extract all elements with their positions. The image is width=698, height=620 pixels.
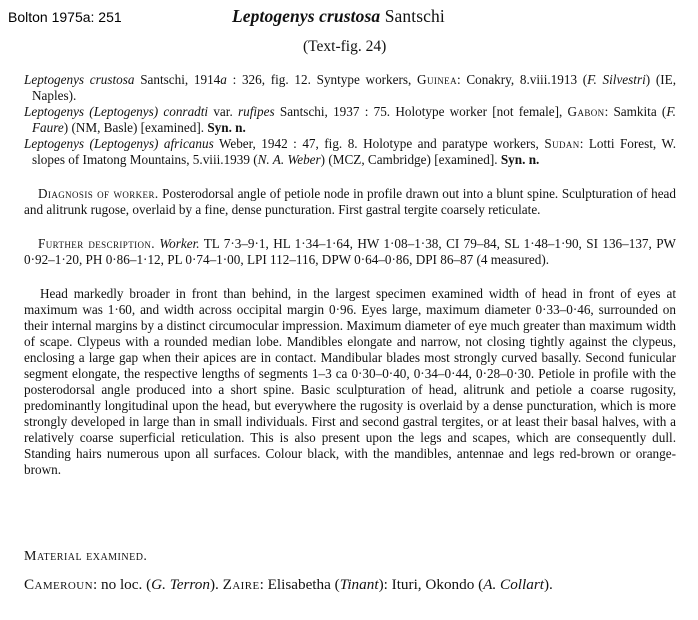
species-title xyxy=(232,6,445,27)
text-fig-reference: (Text-fig. 24) xyxy=(303,38,387,55)
description-text: Head markedly broader in front than behind, in the largest specimen examined width of head in front of eyes at maximum was 1·60, and width across occipital margin 0·96. Eyes large, maximum diameter 0·33–0·46, surrounded on their internal margins by a distinct circumocular impression. Maximum diameter of eye much greater than maximum width of scape. Clypeus with a rounded median lobe. Mandibles elongate and narrow, not closing tightly against the clypeus, enclosing a large gap when their apices are in contact. Mandibular blades most strongly curved basally. Second funicular segment elongate, the respective lengths of segments 1–3 ca 0·30–0·40, 0·34–0·44, 0·28–0·30. Petiole in profile with the posterodorsal angle produced into a short spine. Basic sculpturation of head, alitrunk and petiole a coarse rugosity, predominantly longitudinal upon the head, but everywhere the rugosity is overlaid by a dense puncturation, which is more strongly developed in large than in small individuals. First and second gastral tergites, or at least their basal halves, with a relatively coarse superficial reticulation. This is also present upon the legs and scapes, which are consequently dull. Standing hairs numerous upon all surfaces. Colour black, with the mandibles, antennae and legs red-brown or orange-brown. xyxy=(24,286,676,477)
diagnosis-text: Posterodorsal angle of petiole node in profile drawn out into a blunt spine. Sculpturation of head and alitrunk rugose, overlaid by a fine, dense puncturation. First gastral tergite coarsely reticulate. xyxy=(24,186,676,217)
material-examined-text: Cameroun: no loc. (G. Terron). Zaire: Elisabetha (Tinant): Ituri, Okondo (A. Collart). xyxy=(24,576,553,593)
synonymy-list xyxy=(24,72,676,168)
caste-label: Worker. xyxy=(159,236,200,251)
species-author: Santschi xyxy=(384,6,445,26)
syn-n-label: Syn. n. xyxy=(207,120,246,135)
collector-name: A. Collart xyxy=(483,576,544,593)
diagnosis-heading: Diagnosis of worker. xyxy=(38,186,159,201)
further-description-section xyxy=(24,236,676,268)
measurements-text: TL 7·3–9·1, HL 1·34–1·64, HW 1·08–1·38, CI 79–84, SL 1·48–1·90, SI 136–137, PW 0·92–1·20, PH 0·86–1·12, PL 0·74–1·00, LPI 112–116, DPW 0·64–0·86, DPI 86–87 (4 measured). xyxy=(24,236,676,267)
syn-n-label: Syn. n. xyxy=(500,152,540,167)
synonymy-entry-2: Leptogenys (Leptogenys) conradti var. rufipes Santschi, 1937 : 75. Holotype worker [not female], Gabon: Samkita (F. Faure) (NM, Basle) [examined]. Syn. n. xyxy=(24,104,676,135)
collector-name: Tinant xyxy=(339,576,379,593)
country-cameroun: Cameroun xyxy=(24,576,93,593)
diagnosis-section xyxy=(24,186,676,218)
country-zaire: Zaire xyxy=(222,576,260,593)
species-name: Leptogenys crustosa xyxy=(232,6,381,26)
collector-name: G. Terron xyxy=(151,576,210,593)
citation: Bolton 1975a: 251 xyxy=(8,9,122,25)
description-section xyxy=(24,286,676,478)
synonymy-entry-1: Leptogenys crustosa Santschi, 1914a : 326, fig. 12. Syntype workers, Guinea: Conakry, 8.viii.1913 (F. Silvestri) (IE, Naples). xyxy=(24,72,677,103)
synonymy-entry-3: Leptogenys (Leptogenys) africanus Weber, 1942 : 47, fig. 8. Holotype and paratype workers, Sudan: Lotti Forest, W. slopes of Imatong Mountains, 5.viii.1939 (N. A. Weber) (MCZ, Cambridge) [examined]. Syn. n. xyxy=(24,136,677,167)
further-description-heading: Further description. xyxy=(38,236,155,251)
material-examined-heading: Material examined. xyxy=(24,549,148,564)
